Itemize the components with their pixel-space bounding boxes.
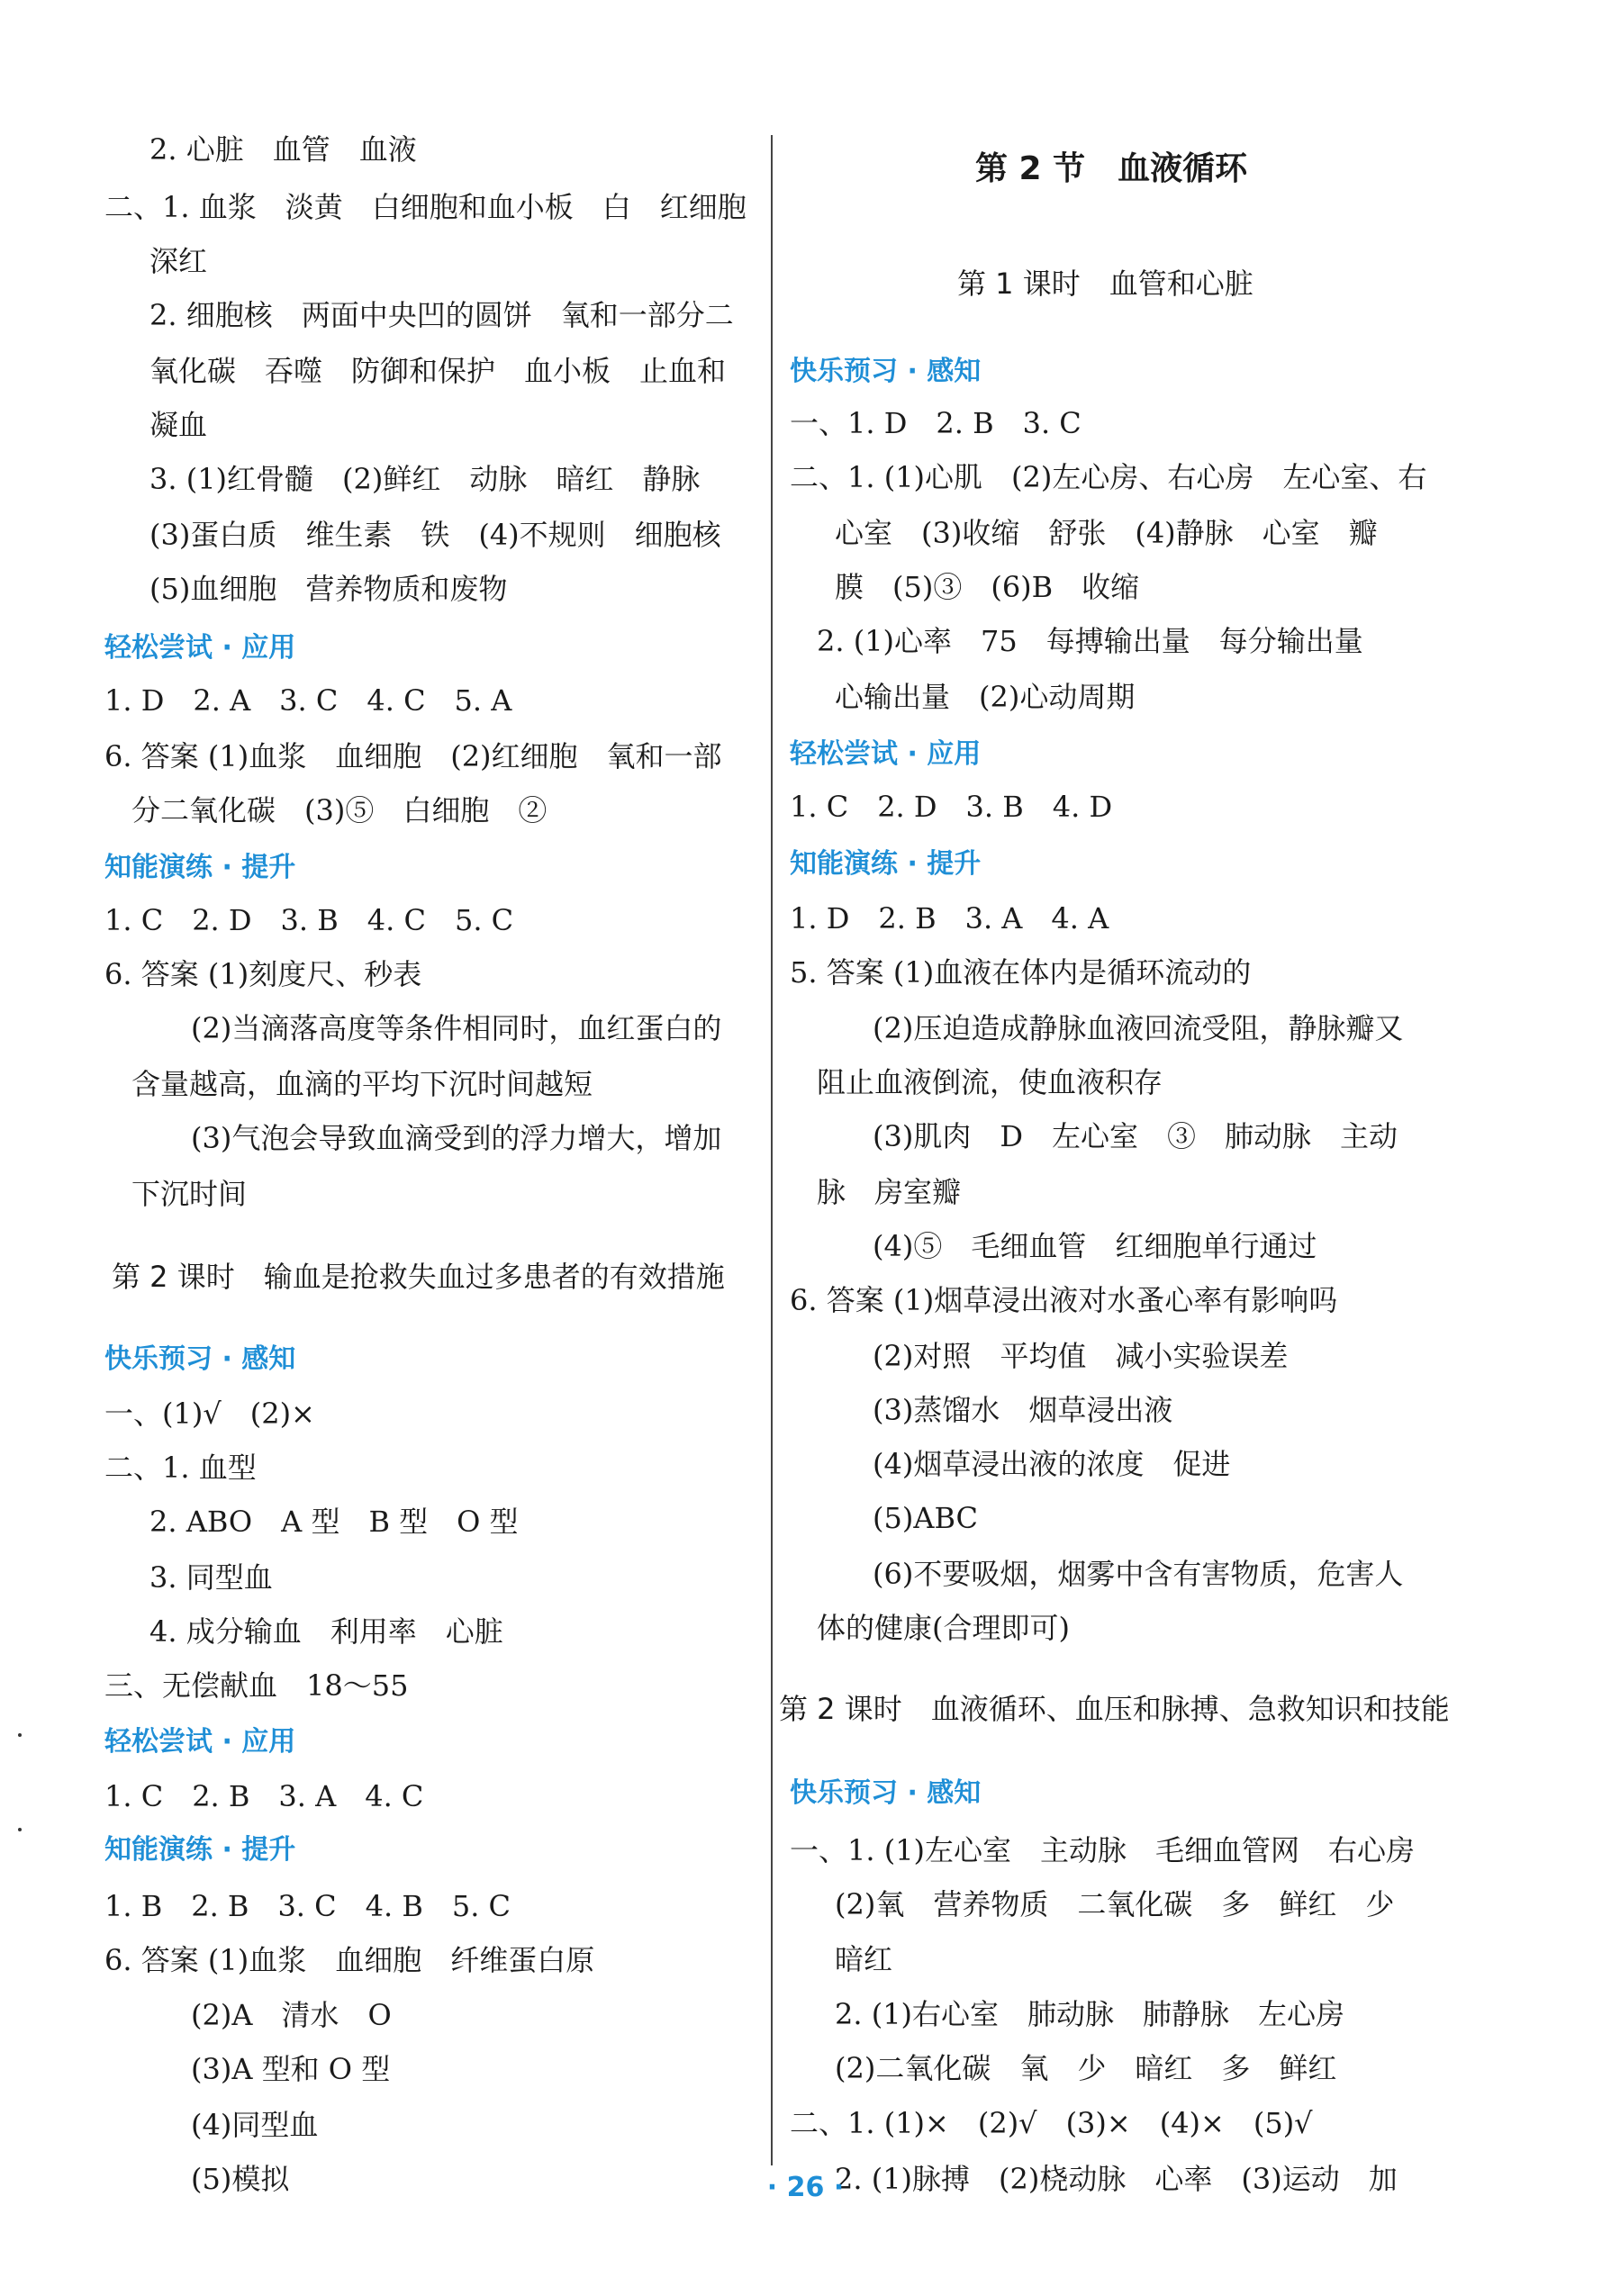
section-heading: 知能演练 · 提升 xyxy=(104,852,296,883)
answer-line: (2)A 清水 O xyxy=(191,1998,392,2032)
answer-line: 4. 成分输血 利用率 心脏 xyxy=(149,1614,503,1649)
lesson-title: 第 2 课时 输血是抢救失血过多患者的有效措施 xyxy=(112,1260,725,1294)
answer-line: (6)不要吸烟，烟雾中含有害物质，危害人 xyxy=(873,1557,1404,1591)
answer-line: 深红 xyxy=(149,244,208,278)
answer-line: 心输出量 (2)心动周期 xyxy=(835,680,1136,714)
lesson-title: 第 1 课时 血管和心脏 xyxy=(957,267,1254,301)
answer-line: 6. 答案 (1)烟草浸出液对水蚤心率有影响吗 xyxy=(790,1283,1338,1317)
answer-line: (4)⑤ 毛细血管 红细胞单行通过 xyxy=(873,1229,1317,1263)
answer-line: 6. 答案 (1)血浆 血细胞 (2)红细胞 氧和一部 xyxy=(104,739,722,773)
answer-line: (3)肌肉 D 左心室 ③ 肺动脉 主动 xyxy=(873,1119,1398,1153)
answer-line: (4)同型血 xyxy=(191,2108,319,2142)
answer-line: 心室 (3)收缩 舒张 (4)静脉 心室 瓣 xyxy=(835,516,1378,550)
answer-line: 2. (1)右心室 肺动脉 肺静脉 左心房 xyxy=(835,1997,1345,2031)
answer-line: 二、1. 血浆 淡黄 白细胞和血小板 白 红细胞 xyxy=(104,190,747,224)
answer-line: 二、1. (1)心肌 (2)左心房、右心房 左心室、右 xyxy=(790,460,1427,494)
answer-line: 6. 答案 (1)刻度尺、秒表 xyxy=(104,957,422,991)
answer-line: (2)二氧化碳 氧 少 暗红 多 鲜红 xyxy=(835,2051,1337,2085)
answer-line: 1. C 2. D 3. B 4. D xyxy=(790,790,1113,824)
chapter-title: 第 2 节 血液循环 xyxy=(975,150,1248,187)
answer-line: 2. 细胞核 两面中央凹的圆饼 氧和一部分二 xyxy=(149,298,734,332)
answer-line: (2)当滴落高度等条件相同时，血红蛋白的 xyxy=(191,1011,722,1045)
answer-line: (2)氧 营养物质 二氧化碳 多 鲜红 少 xyxy=(835,1887,1395,1921)
section-heading: 轻松尝试 · 应用 xyxy=(104,1726,296,1758)
section-heading: 轻松尝试 · 应用 xyxy=(104,632,296,664)
answer-line: 一、(1)√ (2)× xyxy=(104,1397,315,1431)
answer-line: 一、1. (1)左心室 主动脉 毛细血管网 右心房 xyxy=(790,1833,1416,1867)
section-heading: 知能演练 · 提升 xyxy=(790,848,982,880)
answer-line: (3)气泡会导致血滴受到的浮力增大，增加 xyxy=(191,1121,722,1155)
answer-line: (5)模拟 xyxy=(191,2162,290,2196)
answer-line: (3)蛋白质 维生素 铁 (4)不规则 细胞核 xyxy=(149,518,721,552)
answer-line: 含量越高，血滴的平均下沉时间越短 xyxy=(131,1067,593,1101)
answer-line: (5)ABC xyxy=(873,1501,979,1535)
answer-line: 一、1. D 2. B 3. C xyxy=(790,406,1082,440)
answer-line: 体的健康(合理即可) xyxy=(817,1611,1070,1645)
answer-line: (3)A 型和 O 型 xyxy=(191,2052,391,2086)
section-heading: 知能演练 · 提升 xyxy=(104,1834,296,1866)
section-heading: 快乐预习 · 感知 xyxy=(790,356,982,387)
answer-line: 下沉时间 xyxy=(131,1177,248,1211)
answer-line: 2. (1)脉搏 (2)桡动脉 心率 (3)运动 加 xyxy=(835,2162,1398,2196)
answer-line: 氧化碳 吞噬 防御和保护 血小板 止血和 xyxy=(149,354,727,388)
answer-line: 阻止血液倒流，使血液积存 xyxy=(817,1065,1163,1099)
answer-line: 1. C 2. D 3. B 4. C 5. C xyxy=(104,903,514,937)
answer-line: 三、无偿献血 18～55 xyxy=(104,1668,409,1703)
answer-line: 暗红 xyxy=(835,1942,893,1976)
answer-line: 膜 (5)③ (6)B 收缩 xyxy=(835,570,1140,604)
lesson-title: 第 2 课时 血液循环、血压和脉搏、急救知识和技能 xyxy=(779,1692,1450,1726)
answer-line: 2. (1)心率 75 每搏输出量 每分输出量 xyxy=(817,624,1363,658)
answer-line: 二、1. 血型 xyxy=(104,1451,257,1485)
answer-line: 脉 房室瓣 xyxy=(817,1175,962,1209)
answer-line: 1. D 2. B 3. A 4. A xyxy=(790,901,1109,936)
answer-line: 5. 答案 (1)血液在体内是循环流动的 xyxy=(790,955,1252,990)
page-number: · 26 · xyxy=(766,2172,845,2203)
answer-line: (3)蒸馏水 烟草浸出液 xyxy=(873,1393,1173,1427)
answer-line: (2)对照 平均值 减小实验误差 xyxy=(873,1339,1289,1373)
answer-line: 1. D 2. A 3. C 4. C 5. A xyxy=(104,683,512,718)
section-heading: 快乐预习 · 感知 xyxy=(104,1343,296,1375)
answer-line: 二、1. (1)× (2)√ (3)× (4)× (5)√ xyxy=(790,2106,1313,2140)
column-divider xyxy=(771,135,773,2165)
answer-line: 3. 同型血 xyxy=(149,1560,273,1595)
section-heading: 快乐预习 · 感知 xyxy=(790,1777,982,1809)
section-heading: 轻松尝试 · 应用 xyxy=(790,738,982,770)
answer-line: 分二氧化碳 (3)⑤ 白细胞 ② xyxy=(131,793,548,827)
answer-line: (5)血细胞 营养物质和废物 xyxy=(149,572,508,606)
answer-line: 6. 答案 (1)血浆 血细胞 纤维蛋白原 xyxy=(104,1943,595,1977)
margin-mark xyxy=(18,1733,22,1737)
answer-line: 2. ABO A 型 B 型 O 型 xyxy=(149,1505,519,1539)
answer-line: 3. (1)红骨髓 (2)鲜红 动脉 暗红 静脉 xyxy=(149,462,701,496)
answer-line: 凝血 xyxy=(149,408,208,442)
answer-line: (4)烟草浸出液的浓度 促进 xyxy=(873,1447,1231,1481)
answer-line: (2)压迫造成静脉血液回流受阻，静脉瓣又 xyxy=(873,1011,1404,1045)
answer-line: 1. B 2. B 3. C 4. B 5. C xyxy=(104,1889,511,1923)
margin-mark xyxy=(18,1828,22,1831)
answer-line: 1. C 2. B 3. A 4. C xyxy=(104,1779,424,1813)
answer-line: 2. 心脏 血管 血液 xyxy=(149,132,417,167)
